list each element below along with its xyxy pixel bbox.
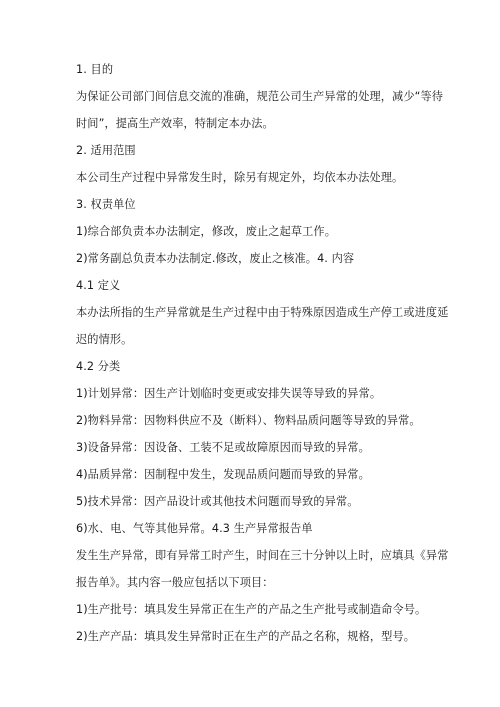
list-item: 2)物料异常：因物料供应不及（断料）、物料品质问题等导致的异常。 bbox=[76, 414, 421, 427]
section-4-2-heading: 4.2 分类 bbox=[76, 360, 121, 373]
list-item: 5)技术异常：因产品设计或其他技术问题而导致的异常。 bbox=[76, 495, 359, 508]
body-line: 发生生产异常，即有异常工时产生，时间在三十分钟以上时，应填具《异常 bbox=[76, 549, 449, 562]
body-line: 本办法所指的生产异常就是生产过程中由于特殊原因造成生产停工或进度延 bbox=[76, 306, 449, 319]
section-4-3-body bbox=[76, 548, 449, 591]
body-line: 为保证公司部门间信息交流的准确，规范公司生产异常的处理，减少“等待 bbox=[76, 90, 444, 103]
body-line: 迟的情形。 bbox=[76, 333, 133, 346]
body-line: 报告单》。其内容一般应包括以下项目： bbox=[76, 576, 274, 589]
section-1-heading: 1. 目的 bbox=[76, 63, 114, 76]
section-3-heading: 3. 权责单位 bbox=[76, 198, 136, 211]
section-3-item: 1)综合部负责本办法制定，修改，废止之起草工作。 bbox=[76, 225, 337, 238]
section-2-body: 本公司生产过程中异常发生时，除另有规定外，均依本办法处理。 bbox=[76, 171, 404, 184]
body-line: 时间”，提高生产效率，特制定本办法。 bbox=[76, 117, 274, 130]
list-item: 4)品质异常：因制程中发生，发现品质问题而导致的异常。 bbox=[76, 468, 370, 481]
list-item: 2)生产产品：填具发生异常时正在生产的产品之名称，规格，型号。 bbox=[76, 630, 416, 643]
list-item: 6)水、电、气等其他异常。4.3 生产异常报告单 bbox=[76, 522, 313, 535]
section-4-1-body bbox=[76, 305, 449, 348]
section-4-1-heading: 4.1 定义 bbox=[76, 279, 121, 292]
section-3-item: 2)常务副总负责本办法制定.修改，废止之核准。4. 内容 bbox=[76, 252, 355, 265]
list-item: 3)设备异常：因设备、工装不足或故障原因而导致的异常。 bbox=[76, 441, 370, 454]
list-item: 1)计划异常：因生产计划临时变更或安排失误等导致的异常。 bbox=[76, 387, 382, 400]
section-1-body bbox=[76, 89, 444, 132]
list-item: 1)生产批号：填具发生异常正在生产的产品之生产批号或制造命令号。 bbox=[76, 603, 427, 616]
section-2-heading: 2. 适用范围 bbox=[76, 144, 136, 157]
